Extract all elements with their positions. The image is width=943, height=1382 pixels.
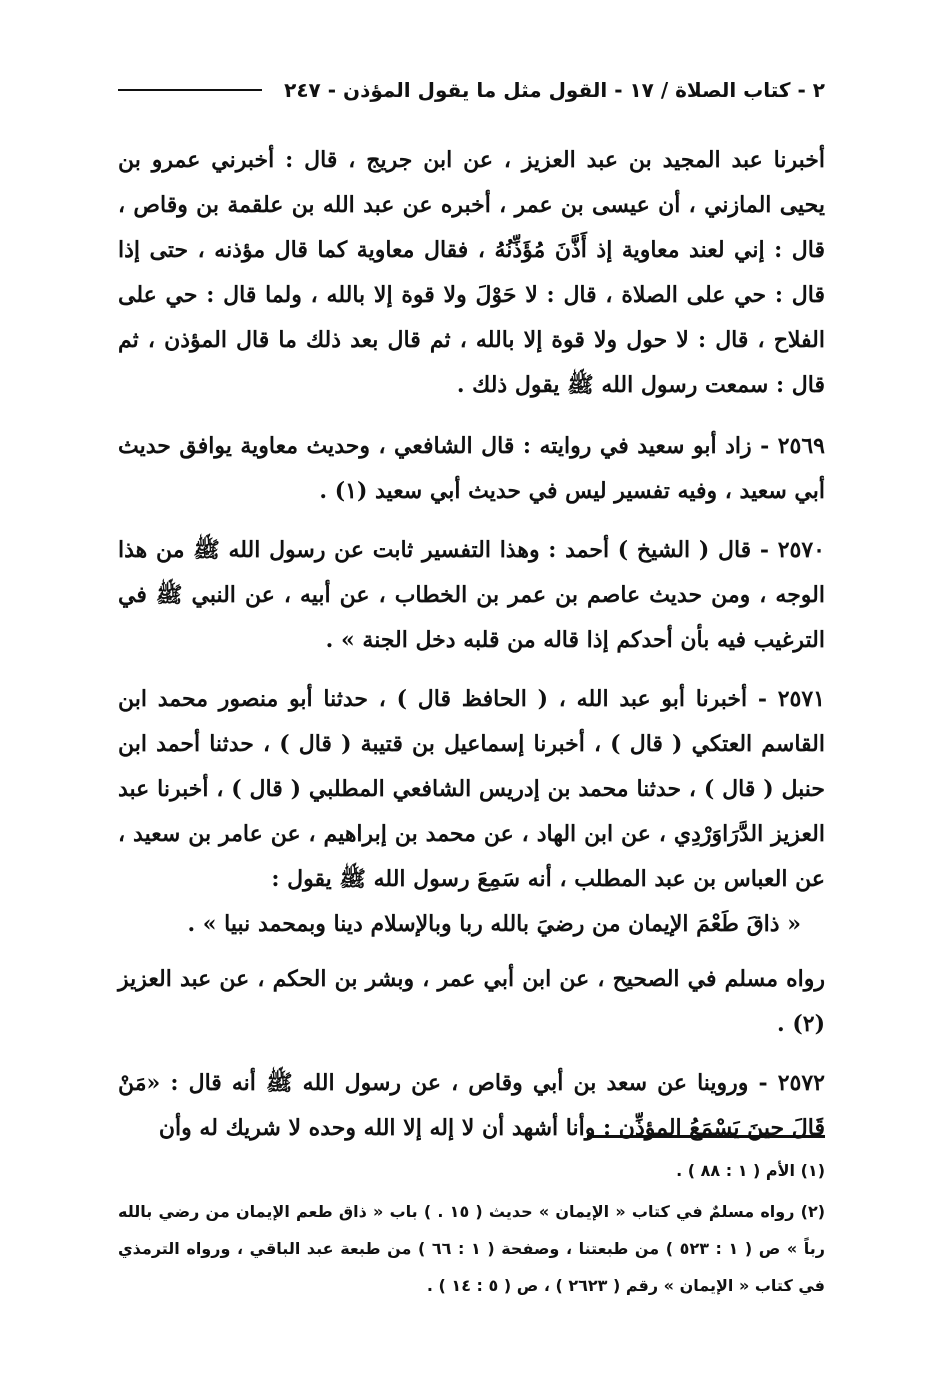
footnote-2: (٢) رواه مسلمٌ في كتاب « الإيمان » حديث ( ١٥ . ) باب « ذاق طعم الإيمان من رضي بالله رباً » ص ( ١ : ٥٢٣ ) من طبعتنا ، وصفحة ( ١ : ٦٦ ) من طبعة عبد الباقي ، ورواه الترمذي في كتاب « الإيمان » رقم ( ٢٦٢٣ ) ، ص ( ٥ : ١٤ ) . <box>118 1202 826 1295</box>
footnote-separator <box>587 1135 825 1138</box>
paragraph-2569: ٢٥٦٩ - زاد أبو سعيد في روايته : قال الشافعي ، وحديث معاوية يوافق حديث أبي سعيد ، وفيه تفسير ليس في حديث أبي سعيد (١) . <box>118 433 825 504</box>
paragraph-2571: ٢٥٧١ - أخبرنا أبو عبد الله ، ( الحافظ قال ) ، حدثنا أبو منصور محمد ابن القاسم العتكي ( قال ) ، أخبرنا إسماعيل بن قتيبة ( قال ) ، حدثنا أحمد ابن حنبل ( قال ) ، حدثنا محمد بن إدريس الشافعي المطلبي ( قال ) ، أخبرنا عبد العزيز الدَّرَاوَرْدِي ، عن ابن الهاد ، عن محمد بن إبراهيم ، عن عامر بن سعيد ، عن العباس بن عبد المطلب ، أنه سَمِعَ رسول الله ﷺ يقول : <box>118 686 825 892</box>
header-rule <box>118 89 262 91</box>
main-text <box>118 138 825 1151</box>
header-title: ٢ - كتاب الصلاة / ١٧ - القول مثل ما يقول المؤذن - ٢٤٧ <box>284 78 825 102</box>
hadith-quote: « ذاقَ طَعْمَ الإيمان من رضيَ بالله ربا وبالإسلام دينا وبمحمد نبيا » . <box>187 911 801 937</box>
running-header <box>118 78 825 102</box>
footnote-1: (١) الأم ( ١ : ٨٨ ) . <box>676 1161 825 1180</box>
paragraph-muslim-narration: رواه مسلم في الصحيح ، عن ابن أبي عمر ، وبشر بن الحكم ، عن عبد العزيز (٢) . <box>118 966 825 1037</box>
paragraph-2572: ٢٥٧٢ - وروينا عن سعد بن أبي وقاص ، عن رسول الله ﷺ أنه قال : «مَنْ قَالَ حينَ يَسْمَعُ المؤذِّن : وأنا أشهد أن لا إله إلا الله وحده لا شريك له وأن <box>118 1070 825 1141</box>
paragraph-isnad-muawiya: أخبرنا عبد المجيد بن عبد العزيز ، عن ابن جريج ، قال : أخبرني عمرو بن يحيى المازني ، أن عيسى بن عمر ، أخبره عن عبد الله بن علقمة بن وقاص ، قال : إني لعند معاوية إذ أَذَّنَ مُؤَذِّنُهُ ، فقال معاوية كما قال مؤذنه ، حتى إذا قال : حي على الصلاة ، قال : لا حَوْلَ ولا قوة إلا بالله ، ولما قال : حي على الفلاح ، قال : لا حول ولا قوة إلا بالله ، ثم قال بعد ذلك ما قال المؤذن ، ثم قال : سمعت رسول الله ﷺ يقول ذلك . <box>118 147 825 398</box>
paragraph-2570: ٢٥٧٠ - قال ( الشيخ ) أحمد : وهذا التفسير ثابت عن رسول الله ﷺ من هذا الوجه ، ومن حديث عاصم بن عمر بن الخطاب ، عن أبيه ، عن النبي ﷺ في الترغيب فيه بأن أحدكم إذا قاله من قلبه دخل الجنة » . <box>118 537 825 653</box>
footnotes <box>118 1152 825 1308</box>
